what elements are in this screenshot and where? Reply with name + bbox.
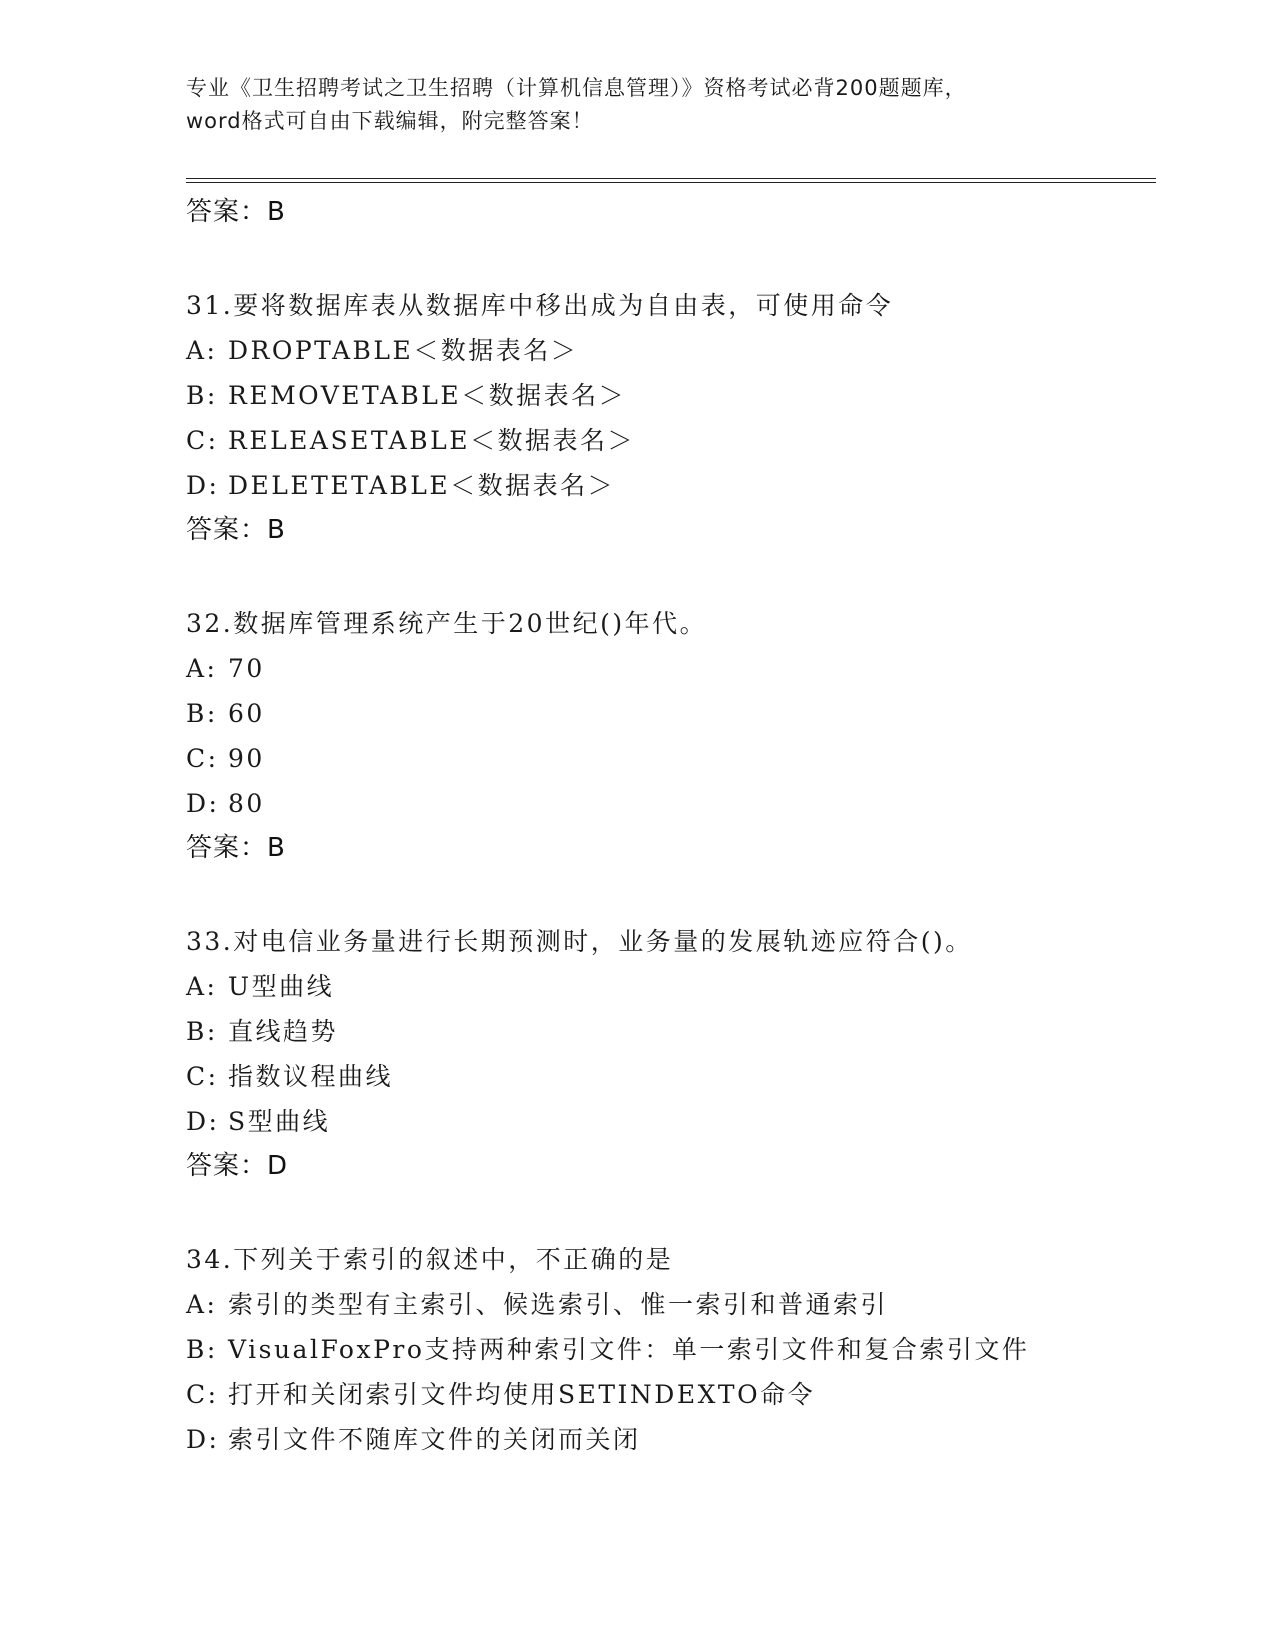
answer-line: 答案：B <box>186 833 286 863</box>
option-text: RELEASETABLE＜数据表名＞ <box>228 426 635 455</box>
option-a <box>186 1282 1156 1327</box>
option-text: S型曲线 <box>228 1107 331 1136</box>
answer-line: 答案：B <box>186 515 286 545</box>
option-text: 60 <box>228 699 265 728</box>
option-d <box>186 1417 1156 1462</box>
option-text: 90 <box>228 744 265 773</box>
header-line-1: 专业《卫生招聘考试之卫生招聘（计算机信息管理）》资格考试必背200题题库， <box>186 76 967 100</box>
option-a <box>186 646 1156 691</box>
option-a <box>186 328 1156 373</box>
option-letter: C: <box>186 744 219 773</box>
option-c <box>186 1372 1156 1417</box>
option-letter: B: <box>186 699 218 728</box>
option-c <box>186 1054 1156 1099</box>
question-title: 33.对电信业务量进行长期预测时，业务量的发展轨迹应符合()。 <box>186 927 973 956</box>
question-title: 32.数据库管理系统产生于20世纪()年代。 <box>186 609 708 638</box>
option-text: DELETETABLE＜数据表名＞ <box>228 471 616 500</box>
option-letter: C: <box>186 426 219 455</box>
question-block <box>186 919 1156 1189</box>
document-content <box>186 190 1156 1462</box>
question-block <box>186 283 1156 553</box>
option-text: VisualFoxPro支持两种索引文件：单一索引文件和复合索引文件 <box>228 1335 1030 1364</box>
option-b <box>186 1327 1156 1372</box>
option-letter: C: <box>186 1380 219 1409</box>
option-letter: B: <box>186 1017 218 1046</box>
option-text: REMOVETABLE＜数据表名＞ <box>228 381 627 410</box>
question-block <box>186 1237 1156 1462</box>
option-text: 直线趋势 <box>228 1017 339 1046</box>
document-header <box>186 72 1126 138</box>
header-line-2: word格式可自由下载编辑，附完整答案！ <box>186 109 594 133</box>
option-d <box>186 1099 1156 1144</box>
option-letter: D: <box>186 1107 220 1136</box>
option-letter: B: <box>186 381 218 410</box>
option-b <box>186 691 1156 736</box>
option-text: 索引的类型有主索引、候选索引、惟一索引和普通索引 <box>228 1290 889 1319</box>
option-d <box>186 781 1156 826</box>
option-text: DROPTABLE＜数据表名＞ <box>228 336 579 365</box>
option-b <box>186 373 1156 418</box>
option-c <box>186 418 1156 463</box>
option-d <box>186 463 1156 508</box>
option-a <box>186 964 1156 1009</box>
option-letter: A: <box>186 336 218 365</box>
option-letter: D: <box>186 471 220 500</box>
option-text: U型曲线 <box>228 972 335 1001</box>
question-title: 31.要将数据库表从数据库中移出成为自由表，可使用命令 <box>186 291 894 320</box>
option-letter: A: <box>186 972 218 1001</box>
option-text: 索引文件不随库文件的关闭而关闭 <box>228 1425 641 1454</box>
option-c <box>186 736 1156 781</box>
option-b <box>186 1009 1156 1054</box>
answer-line: 答案：D <box>186 1151 289 1181</box>
option-letter: A: <box>186 654 218 683</box>
header-divider <box>186 178 1156 183</box>
question-block <box>186 601 1156 871</box>
option-letter: A: <box>186 1290 218 1319</box>
option-text: 80 <box>228 789 265 818</box>
option-letter: C: <box>186 1062 219 1091</box>
answer-line: 答案：B <box>186 197 286 227</box>
option-text: 70 <box>228 654 265 683</box>
question-title: 34.下列关于索引的叙述中，不正确的是 <box>186 1245 674 1274</box>
option-letter: D: <box>186 789 220 818</box>
option-text: 指数议程曲线 <box>228 1062 394 1091</box>
option-text: 打开和关闭索引文件均使用SETINDEXTO命令 <box>228 1380 816 1409</box>
option-letter: D: <box>186 1425 220 1454</box>
option-letter: B: <box>186 1335 218 1364</box>
